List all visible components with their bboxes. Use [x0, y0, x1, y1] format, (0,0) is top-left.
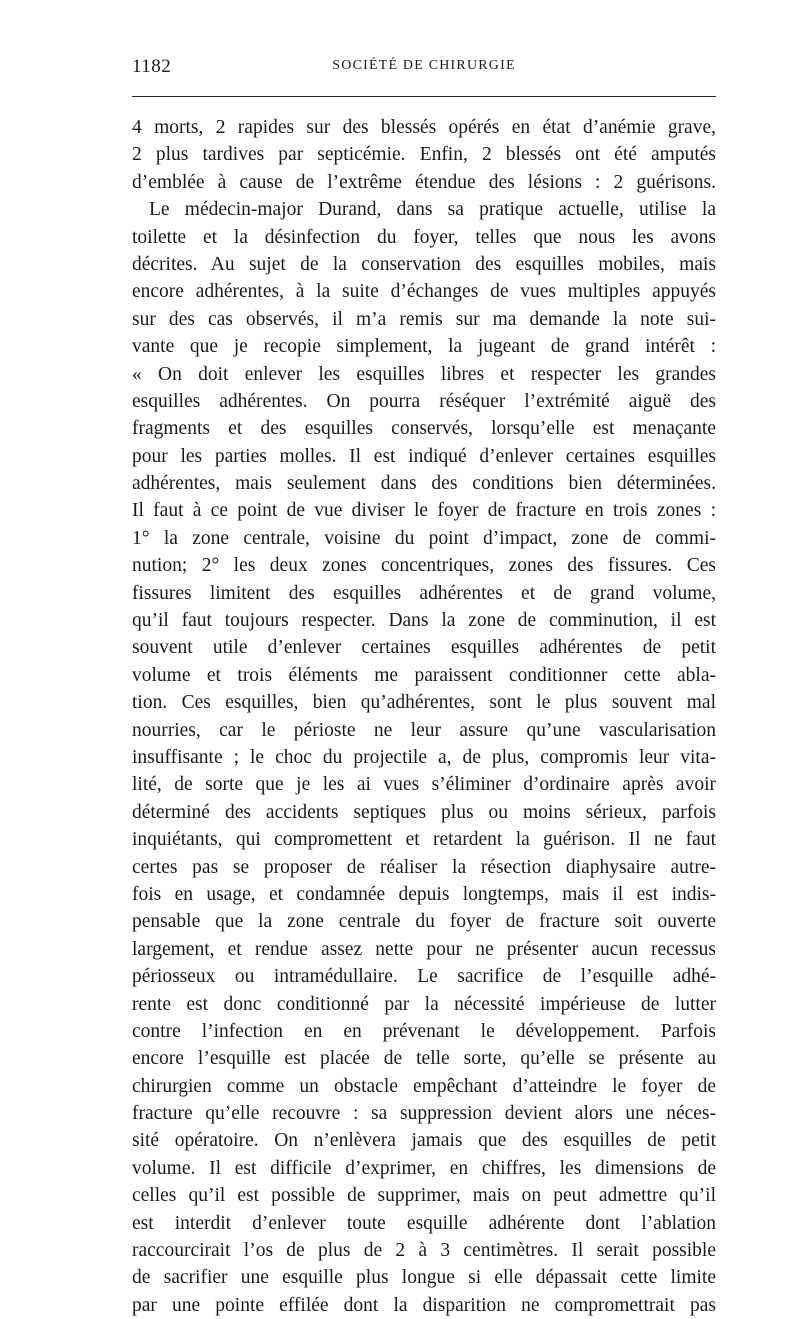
- text-line: fois en usage, et condamnée depuis longtemps, mais il est indis-: [132, 883, 716, 905]
- text-line: rente est donc conditionné par la nécessité impérieuse de lutter: [132, 993, 716, 1015]
- text-line: 2 plus tardives par septicémie. Enfin, 2 blessés ont été amputés: [132, 144, 716, 166]
- text-line: esquilles adhérentes. On pourra réséquer l’extrémité aiguë des: [132, 390, 716, 412]
- text-line: Il faut à ce point de vue diviser le foyer de fracture en trois zones :: [132, 500, 716, 522]
- text-line: déterminé des accidents septiques plus ou moins sérieux, parfois: [132, 801, 716, 823]
- header-rule: [132, 96, 716, 97]
- text-line: souvent utile d’enlever certaines esquilles adhérentes de petit: [132, 637, 716, 659]
- text-line: lité, de sorte que je les ai vues s’éliminer d’ordinaire après avoir: [132, 774, 716, 796]
- text-line: fissures limitent des esquilles adhérentes et de grand volume,: [132, 582, 716, 604]
- text-line: 4 morts, 2 rapides sur des blessés opérés en état d’anémie grave,: [132, 117, 716, 138]
- page-header: [132, 56, 716, 86]
- text-line: sité opératoire. On n’enlèvera jamais que des esquilles de petit: [132, 1130, 716, 1152]
- text-line: périosseux ou intramédullaire. Le sacrifice de l’esquille adhé-: [132, 966, 716, 988]
- text-line: raccourcirait l’os de plus de 2 à 3 centimètres. Il serait possible: [132, 1240, 716, 1262]
- text-line: « On doit enlever les esquilles libres et respecter les grandes: [132, 363, 716, 385]
- text-line: pensable que la zone centrale du foyer de fracture soit ouverte: [132, 911, 716, 933]
- text-line: nution; 2° les deux zones concentriques, zones des fissures. Ces: [132, 555, 716, 577]
- text-line: insuffisante ; le choc du projectile a, de plus, compromis leur vita-: [132, 746, 716, 768]
- text-line: 1° la zone centrale, voisine du point d’impact, zone de commi-: [132, 527, 716, 549]
- text-line: d’emblée à cause de l’extrême étendue des lésions : 2 guérisons.: [132, 171, 716, 193]
- page-number: 1182: [132, 56, 172, 77]
- text-line: par une pointe effilée dont la disparition ne compromettrait pas: [132, 1294, 716, 1316]
- text-line: toilette et la désinfection du foyer, telles que nous les avons: [132, 226, 716, 248]
- body-text: [132, 114, 716, 1319]
- text-line: encore l’esquille est placée de telle sorte, qu’elle se présente au: [132, 1048, 716, 1070]
- text-line: qu’il faut toujours respecter. Dans la zone de comminution, il est: [132, 610, 716, 632]
- text-line: est interdit d’enlever toute esquille adhérente dont l’ablation: [132, 1212, 716, 1234]
- text-line: certes pas se proposer de réaliser la résection diaphysaire autre-: [132, 856, 716, 878]
- text-line: sur des cas observés, il m’a remis sur ma demande la note sui-: [132, 308, 716, 330]
- text-line: décrites. Au sujet de la conservation des esquilles mobiles, mais: [132, 253, 716, 275]
- text-line: encore adhérentes, à la suite d’échanges de vues multiples appuyés: [132, 281, 716, 303]
- text-line: largement, et rendue assez nette pour ne présenter aucun recessus: [132, 938, 716, 960]
- text-line: adhérentes, mais seulement dans des conditions bien déterminées.: [132, 473, 716, 495]
- text-line: fragments et des esquilles conservés, lorsqu’elle est menaçante: [132, 418, 716, 440]
- text-line: celles qu’il est possible de supprimer, mais on peut admettre qu’il: [132, 1185, 716, 1207]
- text-line: volume et trois éléments me paraissent conditionner cette abla-: [132, 664, 716, 686]
- text-line: chirurgien comme un obstacle empêchant d’atteindre le foyer de: [132, 1075, 716, 1097]
- text-line: inquiétants, qui compromettent et retardent la guérison. Il ne faut: [132, 829, 716, 851]
- text-line: tion. Ces esquilles, bien qu’adhérentes, sont le plus souvent mal: [132, 692, 716, 714]
- text-line: nourries, car le périoste ne leur assure qu’une vascularisation: [132, 719, 716, 741]
- text-line: contre l’infection en en prévenant le développement. Parfois: [132, 1020, 716, 1042]
- text-line: pour les parties molles. Il est indiqué d’enlever certaines esquilles: [132, 445, 716, 467]
- text-line: vante que je recopie simplement, la jugeant de grand intérêt :: [132, 336, 716, 358]
- text-line: volume. Il est difficile d’exprimer, en chiffres, les dimensions de: [132, 1157, 716, 1179]
- text-line: de sacrifier une esquille plus longue si elle dépassait cette limite: [132, 1267, 716, 1289]
- running-head: SOCIÉTÉ DE CHIRURGIE: [332, 58, 516, 73]
- text-line: fracture qu’elle recouvre : sa suppression devient alors une néces-: [132, 1103, 716, 1125]
- text-line: Le médecin-major Durand, dans sa pratique actuelle, utilise la: [149, 199, 716, 221]
